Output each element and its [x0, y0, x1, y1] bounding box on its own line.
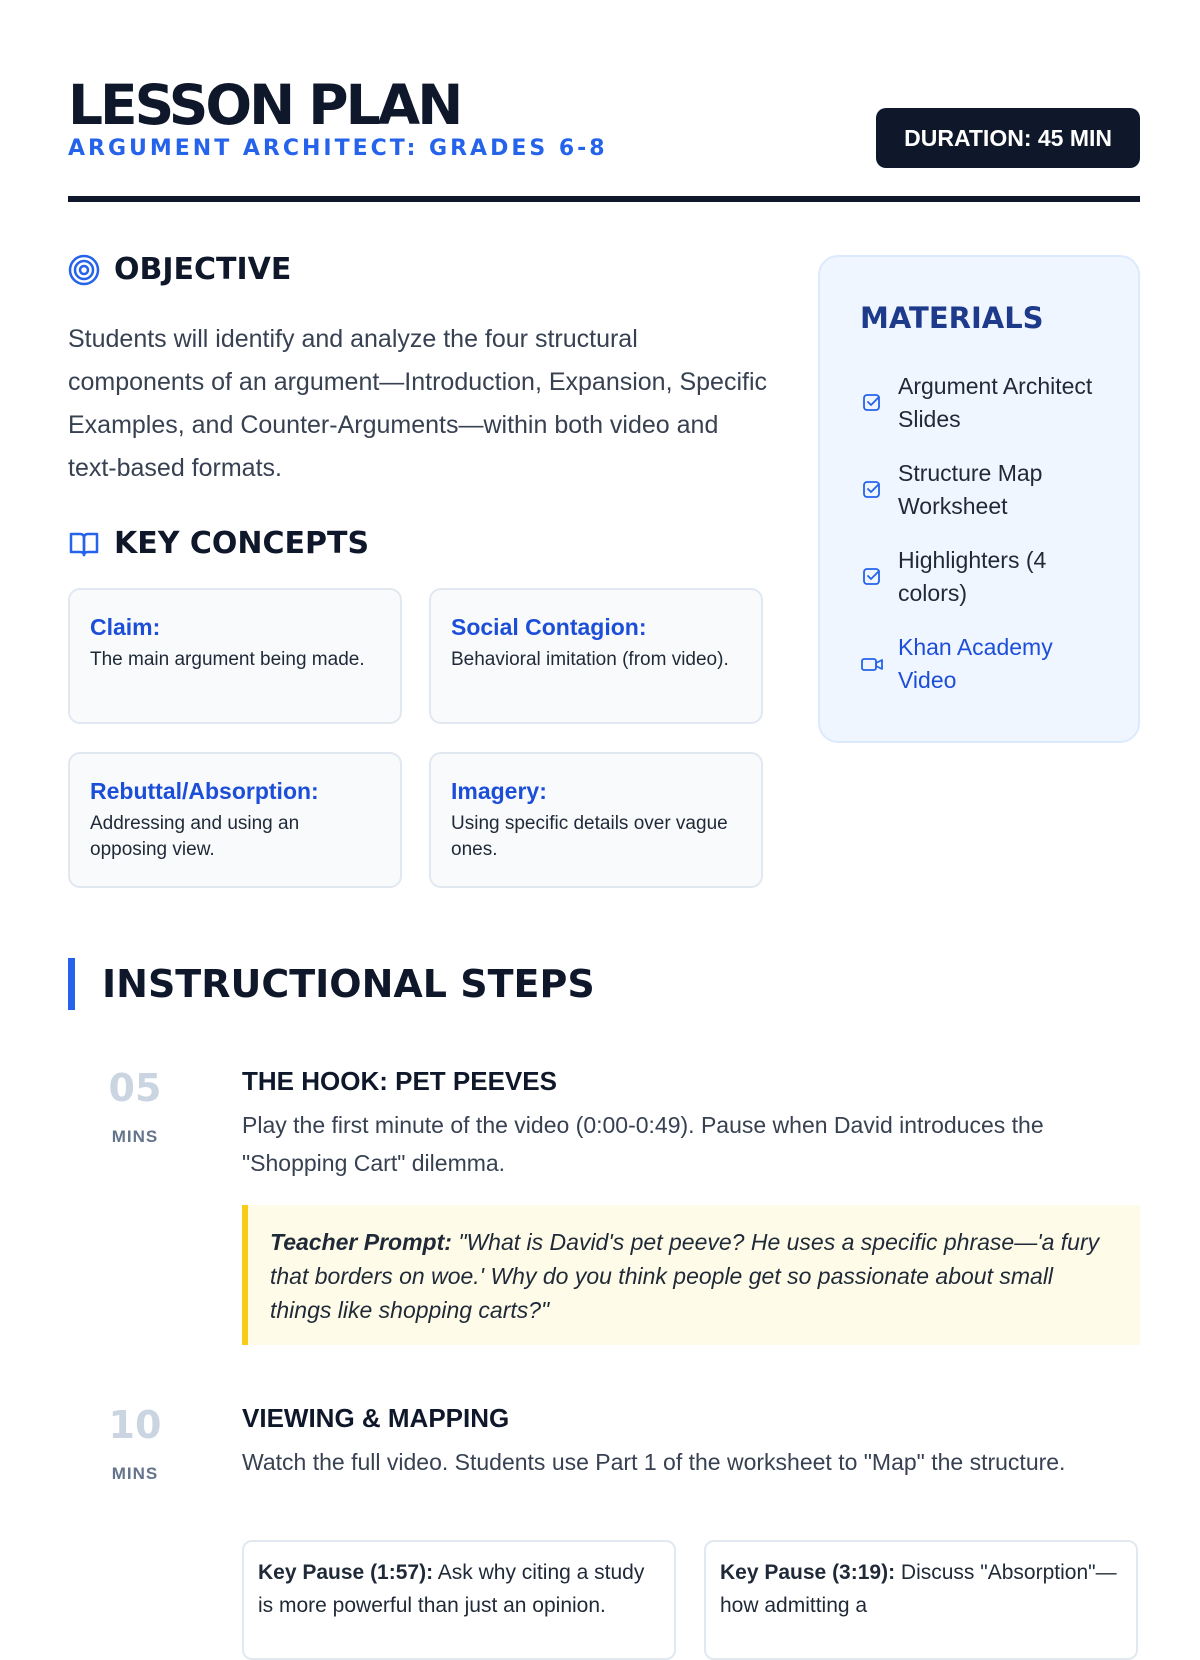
concept-definition: Addressing and using an opposing view.	[90, 813, 300, 860]
key-pause-card	[242, 1540, 676, 1660]
header	[68, 70, 1140, 202]
step-description: Play the first minute of the video (0:00-0:49). Pause when David introduces the "Shopping Cart" dilemma.	[242, 1112, 1044, 1176]
material-item	[860, 446, 1098, 533]
concept-card-claim	[68, 588, 402, 724]
concept-card-rebuttal	[68, 752, 402, 888]
key-concepts-heading	[68, 526, 369, 561]
page-title: LESSON PLAN	[68, 73, 461, 137]
concept-term: Rebuttal/Absorption:	[90, 778, 319, 804]
open-book-icon	[68, 528, 100, 560]
material-item	[860, 359, 1098, 446]
step-minutes: 10	[108, 1403, 162, 1447]
concept-term: Claim:	[90, 614, 161, 640]
teacher-prompt-label: Teacher Prompt:	[270, 1229, 452, 1255]
material-label: Structure Map Worksheet	[898, 459, 1043, 519]
key-pause-label: Key Pause (1:57):	[258, 1561, 434, 1584]
duration-badge: DURATION: 45 MIN	[876, 108, 1140, 168]
teacher-prompt-text: "What is David's pet peeve? He uses a specific phrase—'a fury that borders on woe.' Why do you think people get so passionate about small things like shopping carts?"	[270, 1229, 1100, 1323]
checkbox-icon	[860, 391, 884, 415]
concept-definition: Behavioral imitation (from video).	[451, 649, 729, 670]
material-item	[860, 533, 1098, 620]
material-label: Argument Architect Slides	[898, 372, 1093, 432]
key-concepts-heading-label: KEY CONCEPTS	[114, 526, 370, 561]
concept-term: Social Contagion:	[451, 614, 647, 640]
concept-term: Imagery:	[451, 778, 547, 804]
key-pause-text: Ask why citing a study is more powerful than just an opinion.	[258, 1561, 645, 1617]
concept-definition: The main argument being made.	[90, 649, 365, 670]
lesson-plan-page	[68, 0, 1140, 1617]
concept-definition: Using specific details over vague ones.	[451, 813, 728, 860]
materials-panel	[818, 255, 1140, 743]
teacher-prompt	[242, 1205, 1140, 1345]
step-description: Watch the full video. Students use Part 1 of the worksheet to "Map" the structure.	[242, 1449, 1066, 1475]
concept-card-social-contagion	[429, 588, 763, 724]
page-subtitle: ARGUMENT ARCHITECT: GRADES 6-8	[68, 136, 608, 161]
objective-heading-label: OBJECTIVE	[114, 252, 292, 287]
step-minutes-unit: MINS	[111, 1464, 159, 1483]
objective-heading	[68, 252, 291, 287]
material-item-video[interactable]	[860, 620, 1098, 707]
instructional-steps-heading: INSTRUCTIONAL STEPS	[68, 958, 595, 1010]
key-pause-label: Key Pause (3:19):	[720, 1561, 896, 1584]
materials-heading: MATERIALS	[860, 301, 1044, 335]
key-pause-card	[704, 1540, 1138, 1660]
step-title: THE HOOK: PET PEEVES	[242, 1066, 557, 1096]
step-title: VIEWING & MAPPING	[242, 1403, 510, 1433]
concept-card-imagery	[429, 752, 763, 888]
target-icon	[68, 254, 100, 286]
objective-text: Students will identify and analyze the four structural components of an argument—Introduction, Expansion, Specific Examples, and Counter-Arguments—within both video and text-based formats.	[68, 325, 768, 482]
step-minutes-unit: MINS	[111, 1127, 159, 1146]
checkbox-icon	[860, 478, 884, 502]
video-icon	[860, 652, 884, 676]
step-minutes: 05	[108, 1066, 162, 1110]
checkbox-icon	[860, 565, 884, 589]
video-link[interactable]: Khan Academy Video	[898, 633, 1053, 693]
key-pause-text: Discuss "Absorption"—how admitting a	[720, 1561, 1117, 1617]
material-label: Highlighters (4 colors)	[898, 546, 1047, 606]
